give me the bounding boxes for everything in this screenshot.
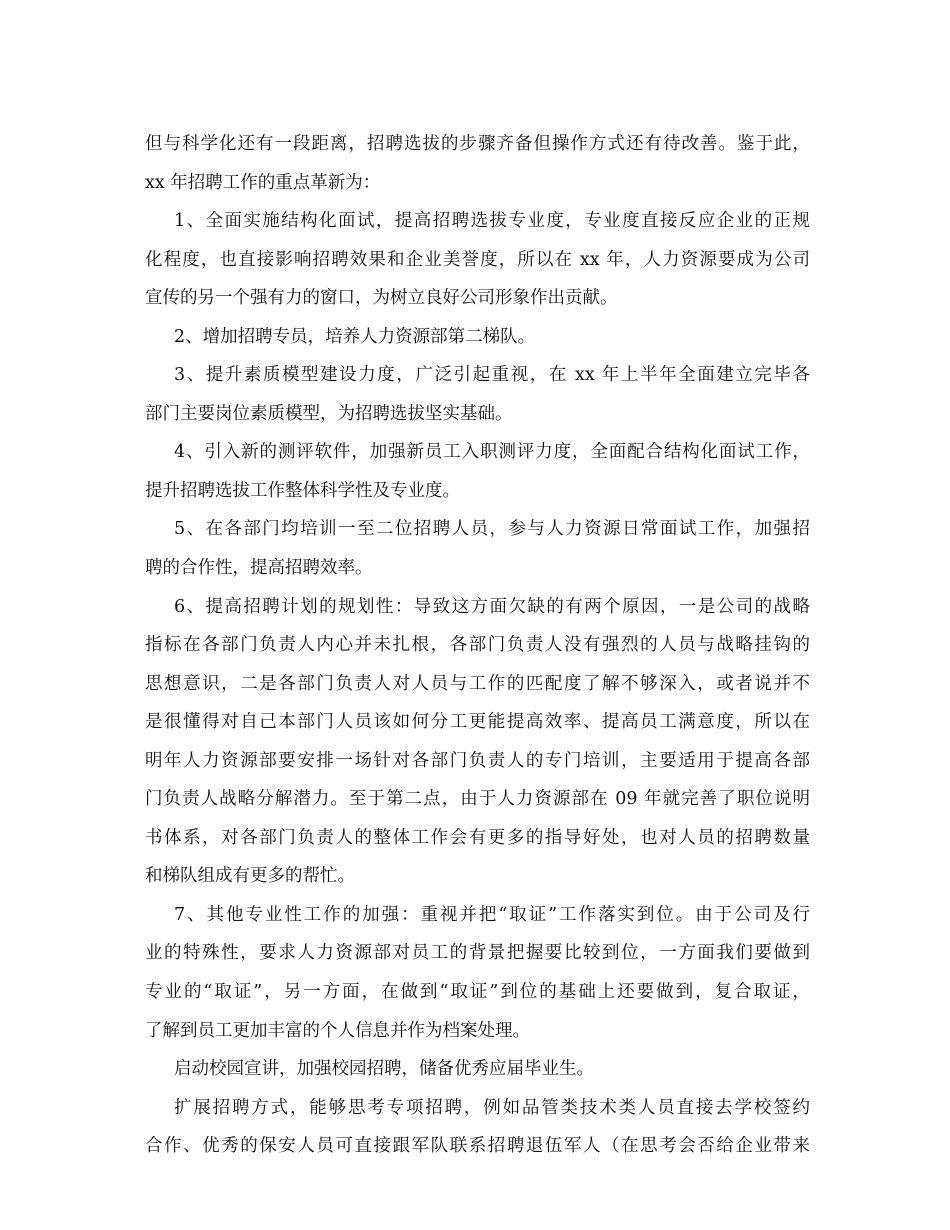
text-line: 业的特殊性，要求人力资源部对员工的背景把握要比较到位，一方面我们要做到 xyxy=(145,943,810,964)
text-line: 启动校园宣讲，加强校园招聘，储备优秀应届毕业生。 xyxy=(174,1059,594,1080)
text-line: 门负责人战略分解潜力。至于第二点，由于人力资源部在 09 年就完善了职位说明 xyxy=(145,789,810,810)
text-line: 部门主要岗位素质模型，为招聘选拔坚实基础。 xyxy=(145,403,513,424)
body-text xyxy=(145,128,810,1169)
text-line: 提升招聘选拔工作整体科学性及专业度。 xyxy=(145,480,460,501)
text-line: 书体系，对各部门负责人的整体工作会有更多的指导好处，也对人员的招聘数量 xyxy=(145,827,810,848)
text-line: 宣传的另一个强有力的窗口，为树立良好公司形象作出贡献。 xyxy=(145,288,618,309)
text-line: 7、其他专业性工作的加强：重视并把“取证”工作落实到位。由于公司及行 xyxy=(174,904,810,925)
text-line: 但与科学化还有一段距离，招聘选拔的步骤齐备但操作方式还有待改善。鉴于此， xyxy=(145,134,810,154)
text-line: 6、提高招聘计划的规划性：导致这方面欠缺的有两个原因，一是公司的战略 xyxy=(174,596,810,617)
text-line: 3、提升素质模型建设力度，广泛引起重视，在 xx 年上半年全面建立完毕各 xyxy=(174,365,810,386)
text-line: 指标在各部门负责人内心并未扎根，各部门负责人没有强烈的人员与战略挂钩的 xyxy=(145,635,810,656)
text-line: 是很懂得对自己本部门人员该如何分工更能提高效率、提高员工满意度，所以在 xyxy=(145,712,810,733)
text-line: 4、引入新的测评软件，加强新员工入职测评力度，全面配合结构化面试工作， xyxy=(174,442,810,463)
text-line: 和梯队组成有更多的帮忙。 xyxy=(145,866,355,887)
text-line: 思想意识，二是各部门负责人对人员与工作的匹配度了解不够深入，或者说并不 xyxy=(145,673,810,694)
text-line: 2、增加招聘专员，培养人力资源部第二梯队。 xyxy=(174,326,536,347)
text-line: 明年人力资源部要安排一场针对各部门负责人的专门培训，主要适用于提高各部 xyxy=(145,750,810,771)
text-line: 聘的合作性，提高招聘效率。 xyxy=(145,558,373,579)
text-line: 5、在各部门均培训一至二位招聘人员，参与人力资源日常面试工作，加强招 xyxy=(174,519,810,540)
text-line: 专业的“取证”，另一方面，在做到“取证”到位的基础上还要做到，复合取证， xyxy=(145,982,810,1003)
text-line: 了解到员工更加丰富的个人信息并作为档案处理。 xyxy=(145,1020,530,1041)
text-line: 化程度，也直接影响招聘效果和企业美誉度，所以在 xx 年，人力资源要成为公司 xyxy=(145,249,810,270)
text-line: 1、全面实施结构化面试，提高招聘选拔专业度，专业度直接反应企业的正规 xyxy=(174,211,810,232)
text-line: xx 年招聘工作的重点革新为： xyxy=(145,172,381,193)
text-line: 合作、优秀的保安人员可直接跟军队联系招聘退伍军人（在思考会否给企业带来 xyxy=(145,1136,810,1157)
text-line: 扩展招聘方式，能够思考专项招聘，例如品管类技术类人员直接去学校签约 xyxy=(174,1097,810,1118)
